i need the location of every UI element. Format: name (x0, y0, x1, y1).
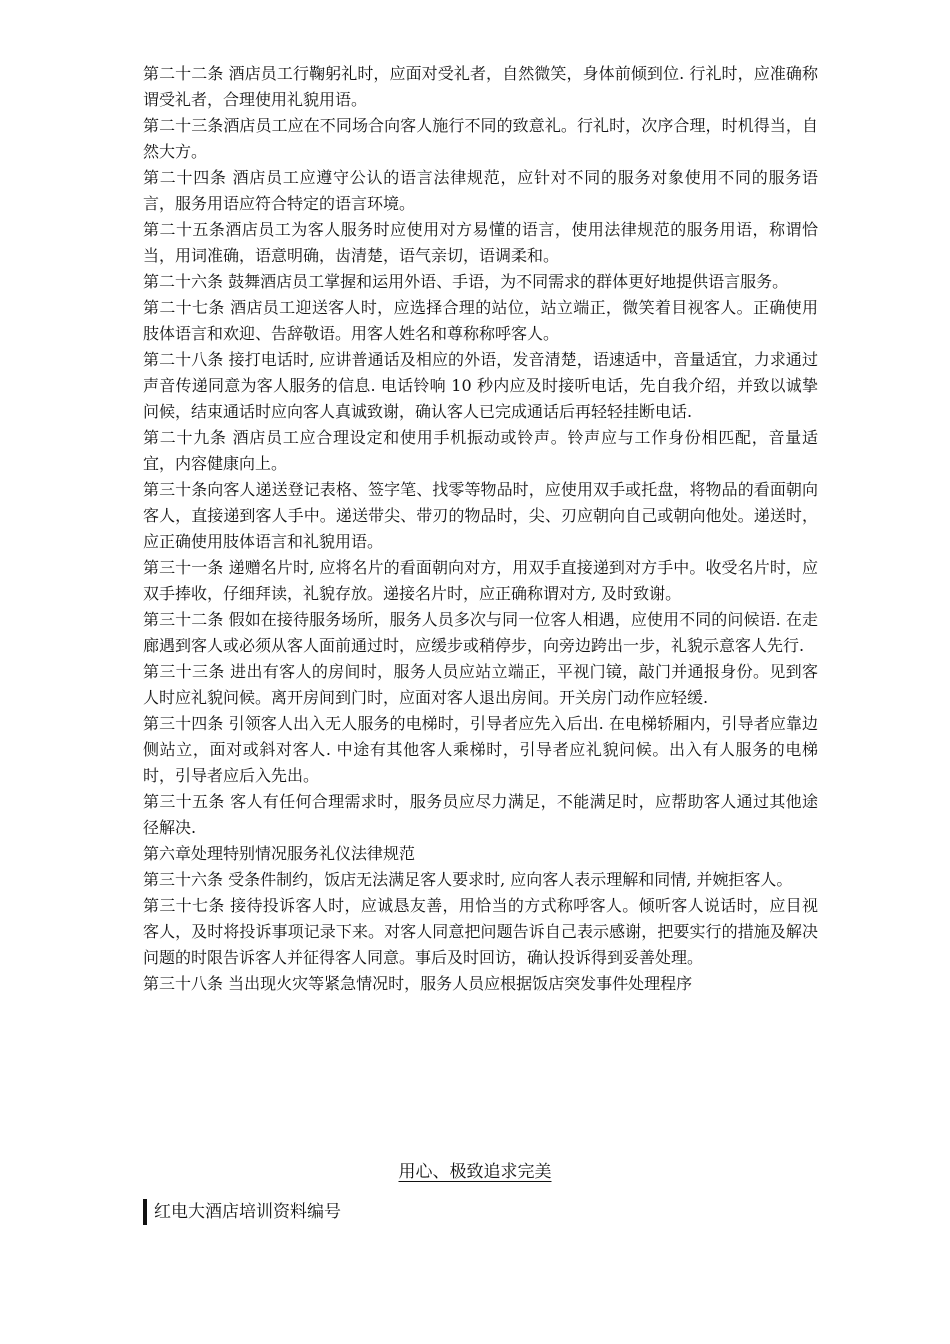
article-paragraph: 第二十八条 接打电话时, 应讲普通话及相应的外语，发音清楚，语速适中，音量适宜，力求通过声音传递同意为客人服务的信息. 电话铃响 10 秒内应及时接听电话，先自我介绍，并致以诚挚问候，结束通话时应向客人真诚致谢，确认客人已完成通话后再轻轻挂断电话. (143, 350, 818, 421)
article-paragraph: 第二十六条 鼓舞酒店员工掌握和运用外语、手语，为不同需求的群体更好地提供语言服务。 (143, 272, 789, 291)
article-paragraph: 第三十五条 客人有任何合理需求时，服务员应尽力满足，不能满足时，应帮助客人通过其他途径解决. (143, 792, 818, 837)
article-paragraph: 第三十三条 进出有客人的房间时，服务人员应站立端正，平视门镜，敲门并通报身份。见到客人时应礼貌问候。离开房间到门时，应面对客人退出房间。开关房门动作应轻缓. (143, 662, 818, 707)
footer-slogan (0, 1160, 950, 1184)
document-body (143, 61, 818, 997)
article-paragraph: 第三十七条 接待投诉客人时，应诚恳友善，用恰当的方式称呼客人。倾听客人说话时，应目视客人，及时将投诉事项记录下来。对客人同意把问题告诉自己表示感谢，把要实行的措施及解决问题的时限告诉客人并征得客人同意。事后及时回访，确认投诉得到妥善处理。 (143, 896, 818, 967)
article-paragraph: 第三十八条 当出现火灾等紧急情况时，服务人员应根据饭店突发事件处理程序 (143, 974, 693, 993)
chapter-heading: 第六章处理特别情况服务礼仪法律规范 (143, 844, 416, 863)
article-paragraph: 第二十五条酒店员工为客人服务时应使用对方易懂的语言，使用法律规范的服务用语，称谓恰当，用词准确，语意明确，齿清楚，语气亲切，语调柔和。 (143, 220, 818, 265)
article-paragraph: 第二十三条酒店员工应在不同场合向客人施行不同的致意礼。行礼时，次序合理，时机得当，自然大方。 (143, 116, 818, 161)
article-paragraph: 第二十七条 酒店员工迎送客人时，应选择合理的站位，站立端正，微笑着目视客人。正确使用肢体语言和欢迎、告辞敬语。用客人姓名和尊称称呼客人。 (143, 298, 818, 343)
article-paragraph: 第二十二条 酒店员工行鞠躬礼时，应面对受礼者，自然微笑，身体前倾到位. 行礼时，应准确称谓受礼者，合理使用礼貌用语。 (143, 64, 818, 109)
doc-label-text: 红电大酒店培训资料编号 (154, 1202, 341, 1222)
article-paragraph: 第二十四条 酒店员工应遵守公认的语言法律规范，应针对不同的服务对象使用不同的服务语言，服务用语应符合特定的语言环境。 (143, 168, 818, 213)
article-paragraph: 第三十条向客人递送登记表格、签字笔、找零等物品时，应使用双手或托盘，将物品的看面朝向客人，直接递到客人手中。递送带尖、带刃的物品时，尖、刃应朝向自己或朝向他处。递送时，应正确使用肢体语言和礼貌用语。 (143, 480, 818, 551)
article-paragraph: 第三十四条 引领客人出入无人服务的电梯时，引导者应先入后出. 在电梯轿厢内，引导者应靠边侧站立，面对或斜对客人. 中途有其他客人乘梯时，引导者应礼貌问候。出入有人服务的电梯时，引导者应后入先出。 (143, 714, 818, 785)
article-paragraph: 第三十六条 受条件制约，饭店无法满足客人要求时, 应向客人表示理解和同情, 并婉拒客人。 (143, 870, 793, 889)
footer-marker-bar (143, 1199, 147, 1225)
article-paragraph: 第三十一条 递赠名片时, 应将名片的看面朝向对方，用双手直接递到对方手中。收受名片时，应双手捧收，仔细拜读，礼貌存放。递接名片时，应正确称谓对方, 及时致谢。 (143, 558, 818, 603)
article-paragraph: 第二十九条 酒店员工应合理设定和使用手机振动或铃声。铃声应与工作身份相匹配，音量适宜，内容健康向上。 (143, 428, 818, 473)
article-paragraph: 第三十二条 假如在接待服务场所，服务人员多次与同一位客人相遇，应使用不同的问候语. 在走廊遇到客人或必须从客人面前通过时，应缓步或稍停步，向旁边跨出一步，礼貌示意客人先行. (143, 610, 818, 655)
slogan-text: 用心、极致追求完美 (398, 1162, 552, 1182)
footer-doc-label (143, 1199, 341, 1225)
